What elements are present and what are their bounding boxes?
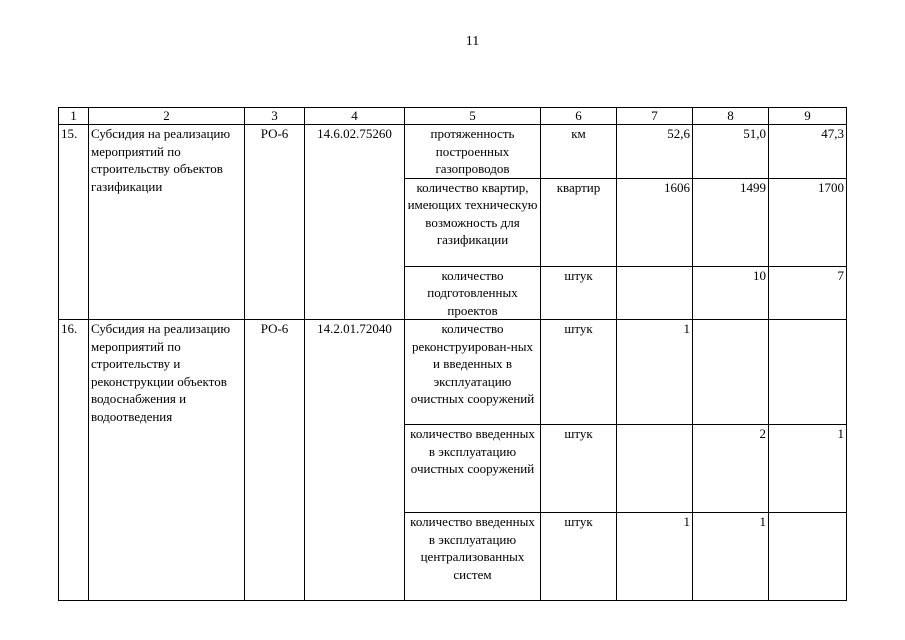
- unit-cell: км: [541, 125, 617, 179]
- header-cell: 2: [89, 108, 245, 125]
- page-number: 11: [465, 34, 480, 49]
- value-cell: [617, 425, 693, 513]
- indicator-cell: протяженность построенных газопроводов: [405, 125, 541, 179]
- value-cell: 1: [769, 425, 847, 513]
- header-row: [59, 108, 847, 125]
- code-cell: РО-6: [245, 125, 305, 320]
- unit-cell: квартир: [541, 178, 617, 266]
- indicators-table: [58, 107, 847, 601]
- value-cell: [769, 513, 847, 601]
- indicator-cell: количество реконструирован-ных и введенных в эксплуатацию очистных сооружений: [405, 320, 541, 425]
- unit-cell: штук: [541, 266, 617, 320]
- unit-cell: штук: [541, 320, 617, 425]
- value-cell: [693, 320, 769, 425]
- unit-cell: штук: [541, 425, 617, 513]
- kbk-cell: 14.6.02.75260: [305, 125, 405, 320]
- code-cell: РО-6: [245, 320, 305, 601]
- value-cell: 1606: [617, 178, 693, 266]
- measure-name: Субсидия на реализацию мероприятий по строительству и реконструкции объектов водоснабжения и водоотведения: [89, 320, 245, 601]
- value-cell: 7: [769, 266, 847, 320]
- header-cell: 3: [245, 108, 305, 125]
- row-number: 16.: [59, 320, 89, 601]
- indicator-cell: количество квартир, имеющих техническую возможность для газификации: [405, 178, 541, 266]
- value-cell: [617, 266, 693, 320]
- table-row: [59, 320, 847, 425]
- header-cell: 9: [769, 108, 847, 125]
- value-cell: 10: [693, 266, 769, 320]
- unit-cell: штук: [541, 513, 617, 601]
- kbk-cell: 14.2.01.72040: [305, 320, 405, 601]
- value-cell: 2: [693, 425, 769, 513]
- header-cell: 7: [617, 108, 693, 125]
- header-cell: 4: [305, 108, 405, 125]
- header-cell: 8: [693, 108, 769, 125]
- value-cell: 1700: [769, 178, 847, 266]
- value-cell: [769, 320, 847, 425]
- value-cell: 52,6: [617, 125, 693, 179]
- value-cell: 47,3: [769, 125, 847, 179]
- measure-name: Субсидия на реализацию мероприятий по строительству объектов газификации: [89, 125, 245, 320]
- value-cell: 1499: [693, 178, 769, 266]
- indicator-cell: количество подготовленных проектов: [405, 266, 541, 320]
- indicator-cell: количество введенных в эксплуатацию централизованных систем: [405, 513, 541, 601]
- value-cell: 1: [693, 513, 769, 601]
- header-cell: 1: [59, 108, 89, 125]
- table-row: [59, 125, 847, 179]
- indicator-cell: количество введенных в эксплуатацию очистных сооружений: [405, 425, 541, 513]
- header-cell: 5: [405, 108, 541, 125]
- header-cell: 6: [541, 108, 617, 125]
- value-cell: 1: [617, 513, 693, 601]
- row-number: 15.: [59, 125, 89, 320]
- value-cell: 51,0: [693, 125, 769, 179]
- value-cell: 1: [617, 320, 693, 425]
